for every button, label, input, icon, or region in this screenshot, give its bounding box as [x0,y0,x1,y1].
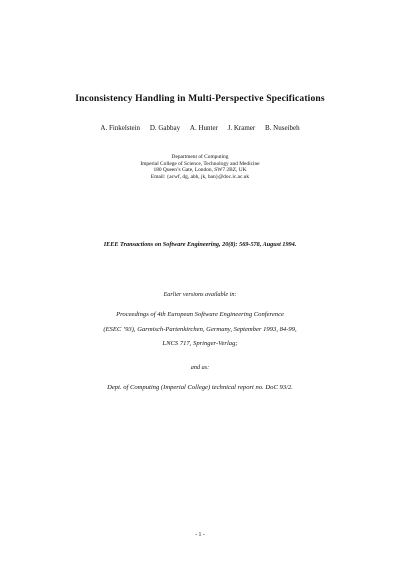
earlier-versions-heading: Earlier versions available in: [163,291,237,298]
proceedings-line: Proceedings of 4th European Software Engineering Conference [116,311,284,318]
affiliation-department: Department of Computing [171,154,229,160]
page-number: - 1 - [195,532,205,538]
author-name: D. Gabbay [149,124,181,132]
paper-title: Inconsistency Handling in Multi-Perspective Specifications [75,93,325,104]
proceedings-line: (ESEC ’93), Garmisch-Partenkirchen, Germany, September 1993, 84-99, [103,326,297,333]
affiliation-address: 180 Queen’s Gate, London, SW7 2BZ, UK [153,167,247,174]
proceedings-line: LNCS 717, Springer-Verlag; [162,340,238,347]
author-list [0,124,400,132]
affiliation-email: Email: {acwf, dg, abh, jk, ban}@doc.ic.ac.uk [150,173,250,180]
and-as-text: and as: [190,364,210,371]
author-name: B. Nuseibeh [265,124,300,132]
technical-report-line: Dept. of Computing (Imperial College) technical report no. DoC 93/2. [107,384,293,391]
journal-citation: IEEE Transactions on Software Engineering, 20(8): 569-578, August 1994. [103,241,297,248]
author-name: A. Hunter [189,124,218,132]
author-name: A. Finkelstein [100,124,141,132]
author-name: J. Kramer [227,124,256,132]
affiliation-college: Imperial College of Science, Technology and Medicine [140,160,260,167]
